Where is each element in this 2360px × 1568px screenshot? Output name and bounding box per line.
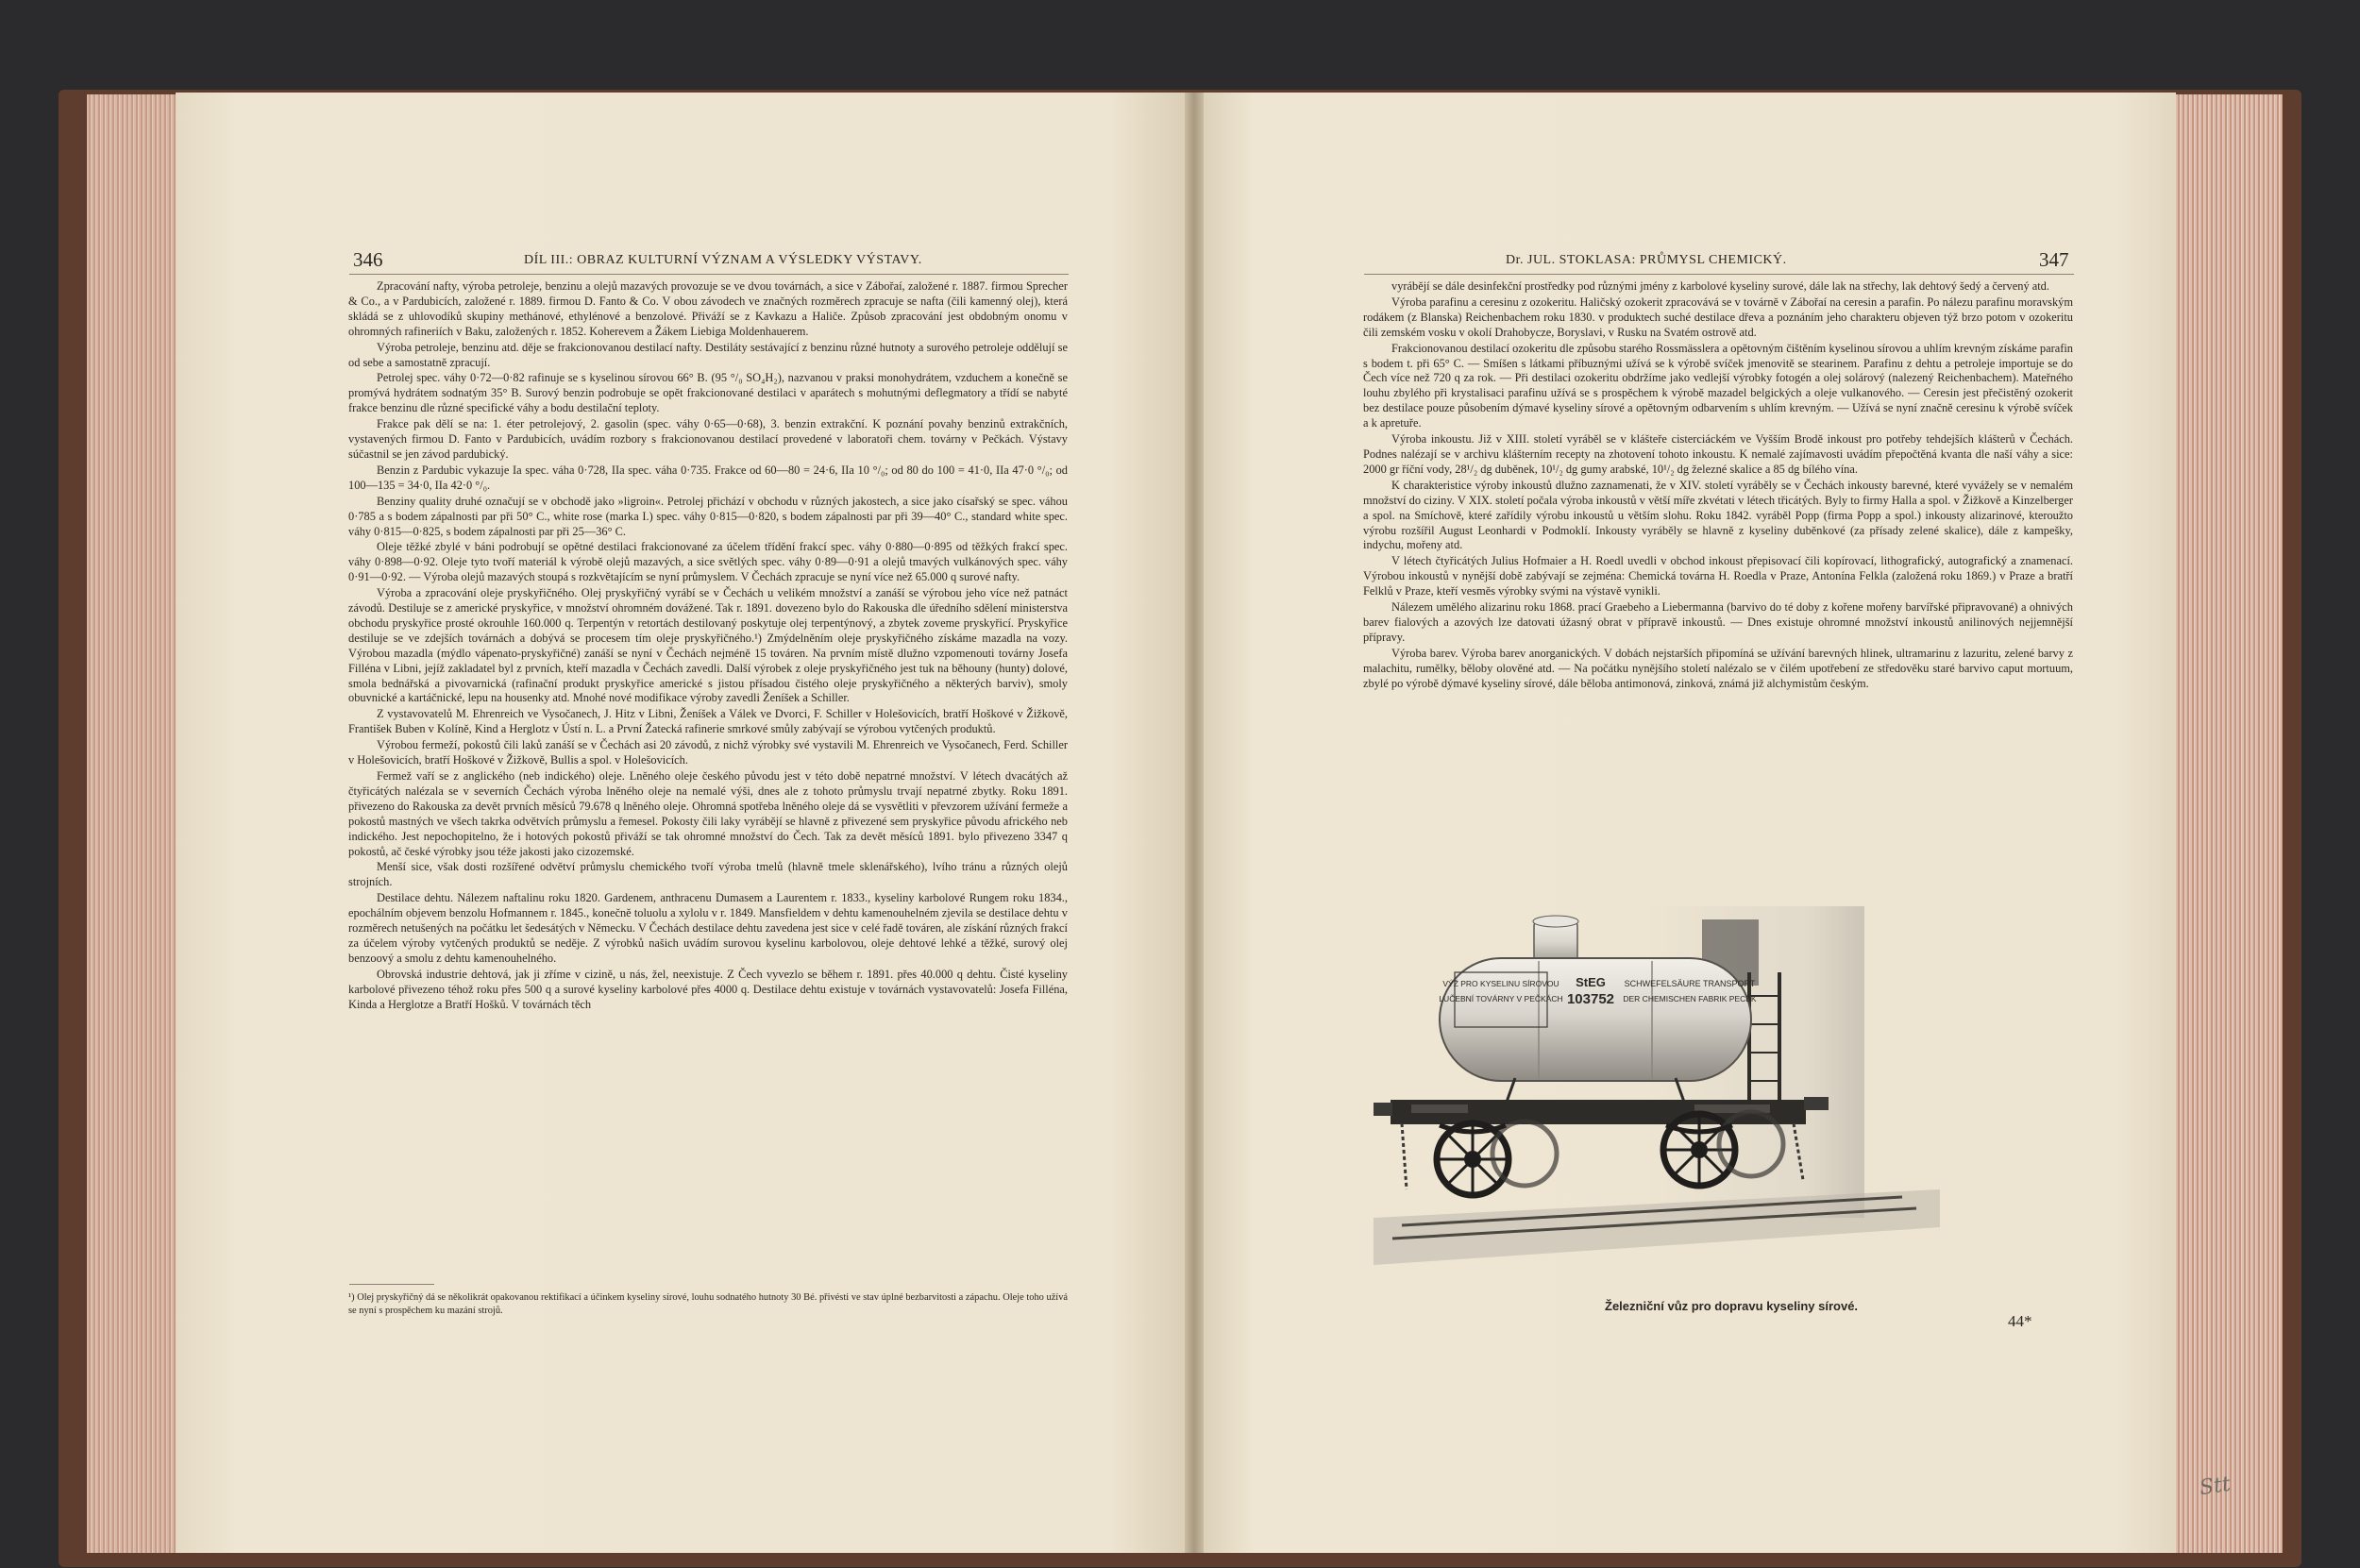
right-running-head: Dr. JUL. STOKLASA: PRŮMYSL CHEMICKÝ. xyxy=(1506,253,1787,267)
left-running-head: DÍL III.: OBRAZ KULTURNÍ VÝZNAM A VÝSLEDKY VÝSTAVY. xyxy=(524,253,922,267)
buffer-right xyxy=(1804,1097,1829,1110)
paragraph: Z vystavovatelů M. Ehrenreich ve Vysočanech, J. Hitz v Libni, Ženíšek a Válek ve Dvorci, F. Schiller v Holešovicích, bratří Hoškové v Žižkově, František Buben v Kolíně, Kind a Herglotz v Ústí n. L. a První Žatecká rafinerie smrkové smůly zabývají se výrobou vytčených produktů. xyxy=(348,707,1068,736)
right-header-rule xyxy=(1364,274,2074,275)
tank-lettering-1: VÝŽ PRO KYSELINU SÍROVOU xyxy=(1442,979,1559,988)
paragraph: vyrábějí se dále desinfekční prostředky pod různými jmény z karbolové kyseliny surové, dále lak na střechy, lak dehtový šedý a červený atd. xyxy=(1391,279,2049,293)
tank-lettering-4: DER CHEMISCHEN FABRIK PECEK xyxy=(1623,994,1757,1003)
paragraph: Zpracování nafty, výroba petroleje, benzinu a olejů mazavých provozuje se ve dvou továrnách, a sice v Zábořaí, založené r. 1887. firmou Sprecher & Co., a v Pardubicích, založené r. 1889. firmou D. Fanto & Co. V obou závodech ve značných rozměrech zpracuje se nafta (čili kamenný olej), která skládá se z uhlovodíků skupiny methánové, ethylénové a benzolové. Přiváží se z Kavkazu a Haliče. Způsob zpracování jest obdobným onomu v ohromných rafineriích v Baku, založených r. 1852. Koherevem a Žákem Liebiga Moldenhauerem. xyxy=(348,279,1068,338)
book-gutter xyxy=(1185,93,1204,1553)
tank-lettering-2: LUČEBNÍ TOVÁRNY V PEČKÁCH xyxy=(1439,994,1563,1003)
buffer-left xyxy=(1374,1103,1392,1116)
signature-mark: 44* xyxy=(2008,1312,2032,1330)
tank-number: 103752 xyxy=(1566,991,1615,1007)
paragraph: Oleje těžké zbylé v báni podrobují se opětné destilaci frakcionované za účelem třídění frakcí spec. váhy 0·880—0·895 od těžkých frakcí spec. váhy 0·898—0·92. Oleje tyto tvoří materiál k výrobě olejů mazavých, a sice světlých spec. váhy 0·89—0·91 a olejů tmavých vulkánových spec. váhy 0·91—0·92. — Výroba olejů mazavých stoupá s rozkvětajícím se nyní průmyslem. V Čechách zpracuje se nyní více než 65.000 q surové nafty. xyxy=(348,540,1068,584)
left-footnote-rule xyxy=(349,1284,434,1285)
left-footnote: ¹) Olej pryskyřičný dá se několikrát opakovanou rektifikací a účinkem kyseliny sírové, louhu sodnatého hutnoty 30 Bé. přivésti ve stav úplné bezbarvitosti a zápachu. Oleje toho užívá se nyní s prospěchem ku mazání strojů. xyxy=(348,1292,1068,1316)
left-header-rule xyxy=(349,274,1069,275)
paragraph: Výroba barev. Výroba barev anorganických. V dobách nejstarších připomíná se užívání barevných hlinek, ultramarinu z lazuritu, zelené barvy z malachitu, rumělky, běloby olověné atd. — Na počátku nynějšího století nalézalo se v čilém upotřebení ze středověku staré barvivo caput mortuum, zbylé po výrobě dýmavé kyseliny sírové, dále běloba antimonová, zinková, známá již alchymistům českým. xyxy=(1363,646,2073,690)
paragraph: Nálezem umělého alizarinu roku 1868. prací Graebeho a Liebermanna (barvivo do té doby z kořene mořeny barvířské připravované) a ohnivých barev fialových a azových lze datovati úžasný obrat v přípravě inkoustů. — Dnes existuje ohromné množství inkoustů anilinových nejjemnější přípravy. xyxy=(1363,600,2073,644)
paragraph: V létech čtyřicátých Julius Hofmaier a H. Roedl uvedli v obchod inkoust přepisovací čili kopírovací, lithografický, autografický a znamenací. Výrobou inkoustů v nynější době zabývají se zejména: Chemická továrna H. Roedla v Praze, Antonína Felkla (založená roku 1869.) v Praze a bratří Felklů v Praze, kteří vesměs výrobky svými na výstavě vynikli. xyxy=(1363,554,2073,599)
paragraph: Benziny quality druhé označují se v obchodě jako »ligroin«. Petrolej přichází v obchodu v různých jakostech, a sice jako císařský se spec. váhou 0·785 a s bodem zápalnosti par při 50° C., white rose (marka I.) spec. váhy 0·815—0·820, s bodem zápalnosti par při 39—40° C., standard white spec. váhy 0·815—0·825, s bodem zápalnosti par při 25—36° C. xyxy=(348,494,1068,538)
paragraph: Výroba parafinu a ceresinu z ozokeritu. Haličský ozokerit zpracovává se v továrně v Zábořaí na ceresin a parafin. Po nálezu parafinu moravským rodákem (z Blanska) Reichenbachem roku 1830. v produktech suché destilace dřeva a poznáním jeho charakteru objeven týž brzo potom v ozokeritu čili zemském vosku v okolí Drahobycze, Boryslavi, v Rusku na Svatém ostrově atd. xyxy=(1363,295,2073,339)
page-edges-right xyxy=(2171,94,2283,1553)
paragraph: Petrolej spec. váhy 0·72—0·82 rafinuje se s kyselinou sírovou 66° B. (95 °/₀ SO₄H₂), nazvanou v praksi monohydrátem, vzduchem a konečně se promývá hydrátem sodnatým 35° B. Surový benzin podrobuje se opět frakcionované destilaci v aparátech s mohutnými deflegmatory a třídí se nabyté frakce benzinu dle různé specifické váhy a bodu destilační teploty. xyxy=(348,371,1068,415)
paragraph: Výroba inkoustu. Již v XIII. století vyráběl se v klášteře cisterciáckém ve Vyšším Brodě inkoust pro potřeby tehdejších klášterů v Čechách. Podnes nalézají se v archivu klášterním recepty na zhotovení tohoto inkoustu. K nemalé zajímavosti uvádím přepočtěná kvanta dle naší váhy a sice: 2000 gr říční vody, 28¹/₂ dg duběnek, 10¹/₂ dg gumy arabské, 10¹/₂ dg železné skalice a 85 dg bílého vína. xyxy=(1363,432,2073,476)
dome-lid xyxy=(1533,916,1578,927)
tank-steg-label: StEG xyxy=(1576,975,1606,989)
paragraph: Frakce pak dělí se na: 1. éter petrolejový, 2. gasolin (spec. váhy 0·65—0·68), 3. benzin extrakční. K poznání povahy benzinů extrakčních, vystavených firmou D. Fanto v Pardubicích, uvádím rozbory s frakcionovanou destilací provedené v laboratoři chem. továrny v Pečkách. Výstavy súčastnil se jen závod pardubický. xyxy=(348,417,1068,461)
right-page-number: 347 xyxy=(2039,248,2069,271)
paragraph: Benzin z Pardubic vykazuje Ia spec. váha 0·728, IIa spec. váha 0·735. Frakce od 60—80 = 24·6, IIa 10 °/₀; od 80 do 100 = 41·0, IIa 47·0 °/₀; od 100—135 = 34·0, IIa 42·0 °/₀. xyxy=(348,463,1068,492)
illustration-caption: Železniční vůz pro dopravu kyseliny sírové. xyxy=(1605,1299,1859,1313)
paragraph: Výrobou fermeží, pokostů čili laků zanáší se v Čechách asi 20 závodů, z nichž výrobky své vystavili M. Ehrenreich ve Vysočanech, Ferd. Schiller v Holešovicích, bratří Hoškové v Žižkově, Bullis a spol. v Holešovicích. xyxy=(348,738,1068,767)
paragraph: Fermež vaří se z anglického (neb indického) oleje. Lněného oleje českého původu jest v této době nepatrné množství. V létech dvacátých až čtyřicátých nalézala se v severních Čechách výroba lněného oleje na nemalé výši, dnes ale z tohoto průmyslu trvají nepatrné zbytky. Roku 1891. přivezeno do Rakouska za devět prvních měsíců 79.678 q lněného oleje. Ohromná spotřeba lněného oleje dá se vysvětliti v převzorem užívání fermeže a pokostů mastných ve všech takrka odvětvích průmyslu a řemesel. Pokosty čili laky vyrábějí se hlavně z přivezené sem pryskyřice původu afrického neb indického. Jest nepochopitelno, že i hotových pokostů přiváží se tak ohromné množství do Čech. Tak za devět měsíců 1891. bylo přivezeno 3347 q pokostů, ač české výrobky jsou téže jakosti jako cizozemské. xyxy=(348,769,1068,858)
paragraph: Destilace dehtu. Nálezem naftalinu roku 1820. Gardenem, anthracenu Dumasem a Laurentem r. 1833., kyseliny karbolové Rungem roku 1834., epochálním objevem benzolu Hofmannem r. 1845., konečně toluolu a xylolu v r. 1849. Mansfieldem v dehtu kamenouhelném zjevila se destilace dehtu v rozměrech netušených na počátku let šedesátých v Německu. V Čechách destilace dehtu zavedena jest sice v celé řadě továren, ale získání různých frakcí za účelem výroby vytčených produktů se neděje. Z výrobků našich uvádím surovou kyselinu karbolovou, oleje dehtové lehké a těžké, surový olej benzoový a smolu z dehtu kamenouhelného. xyxy=(348,891,1068,965)
page-edges-left xyxy=(87,94,177,1553)
tank-wagon-illustration xyxy=(1374,906,1940,1265)
paragraph: Frakcionovanou destilací ozokeritu dle způsobu starého Rossmässlera a opětovným čištěním kyselinou sírovou a uhlím krevným získáme parafin s bodem t. při 65° C. — Smíšen s látkami příbuznými užívá se k výrobě svíček jmenovitě se stearinem. Parafinu z dehtu a petroleje importuje se do Čech více než 720 q za rok. — Při destilaci ozokeritu obdržíme jako vedlejší výrobky fotogén a olej solárový (nalezený Reichenbachem). Mateřného louhu zbylého při krystalisaci parafinu užívá se s prospěchem k výrobě mazadel belgických a oleje vulkanového. — Ceresin jest přečistěný ozokerit bez destilace pouze působením dýmavé kyseliny sírové a opětovným odbarvením s uhlím krevným. — Užívá se nyní značně ceresinu k výrobě svíček a k apretuře. xyxy=(1363,341,2073,430)
right-text-column xyxy=(1363,279,2073,691)
paragraph: Výroba a zpracování oleje pryskyřičného. Olej pryskyřičný vyrábí se v Čechách u velikém množství a zanáší se výrobou jeho více než patnáct závodů. Destiluje se z americké pryskyřice, v množství ohromném dovážené. Tak r. 1891. dovezeno bylo do Rakouska dle úředního sdělení ministerstva obchodu pryskyřice prosté okrouhle 160.000 q. Terpentýn v retortách destilovaný poskytuje olej terpentýnový, a zbytek zoveme pryskyřicí. Pryskyřice destiluje se ve zdejších továrnách a dobývá se procesem tím oleje pryskyřičného.¹) Zmýdelněním oleje pryskyřičného získáme mazadla na vozy. Výrobou mazadla (mýdlo vápenato-pryskyřičné) zanáší se nyní v Čechách nejméně 15 továren. Na prvním místě dlužno vzpomenouti továrny Josefa Filléna v Libni, jejíž zakladatel byl z prvních, kteří mazadla v Čechách zavedli. Další výrobek z oleje pryskyřičného jest tuk na běhouny (hunty) dolové, smola bednářská a pivovarnická (rafinační produkt pryskyřice americké s jistou přísadou čistého oleje pryskyřičného a některých barviv), smoly obuvnické a kartáčnické, lepu na housenky atd. Mnohé nové modifikace výroby zavedli Ženíšek a Schiller. xyxy=(348,586,1068,705)
left-page-number: 346 xyxy=(353,248,383,271)
paragraph: Menší sice, však dosti rozšířené odvětví průmyslu chemického tvoří výroba tmelů (hlavně tmele sklenářského), lvího tránu a různých olejů strojních. xyxy=(348,860,1068,889)
pencil-annotation: Stt xyxy=(2198,1472,2233,1501)
paragraph: Obrovská industrie dehtová, jak ji zříme v cizině, u nás, žel, neexistuje. Z Čech vyvezlo se během r. 1891. přes 40.000 q dehtu. Čisté kyseliny karbolové přivezeno téhož roku přes 500 q a surové kyseliny karbolové přes 4000 q. Destilace dehtu existuje v továrnách vystavovatelů: Josefa Filléna, Kinda a Herglotze a Bratří Hošků. V továrnách těch xyxy=(348,967,1068,1011)
paragraph: K charakteristice výroby inkoustů dlužno zaznamenati, že v XIV. století vyráběly se v Čechách inkousty barevné, které vyvážely se v nemalém množství do ciziny. V XIX. století počala výroba inkoustů v větší míře zkvétati v létech třicátých. Byly to firmy Halla a spol. v Žižkově a Kinzelberger a spol. na Smíchově, které zařídily výrobu inkoustů u větším slohu. Roku 1842. vyráběl Popp (firma Popp a spol.) inkousty alizarinové, kteroužto výrobu rozšířil August Leonhardi v Podmoklí. Inkousty vyráběly se hlavně z kyseliny duběnkové (za přísady zelené skalice), dále z kampešky, indychu, mořeny atd. xyxy=(1363,478,2073,552)
paragraph: Výroba petroleje, benzinu atd. děje se frakcionovanou destilací nafty. Destiláty sestávající z benzinu různé hutnoty a surového petroleje oddělují se od sebe a samostatně zpracují. xyxy=(348,340,1068,369)
left-text-column xyxy=(348,279,1068,1013)
tank-lettering-3: SCHWEFELSÄURE TRANSPORT xyxy=(1624,979,1756,988)
